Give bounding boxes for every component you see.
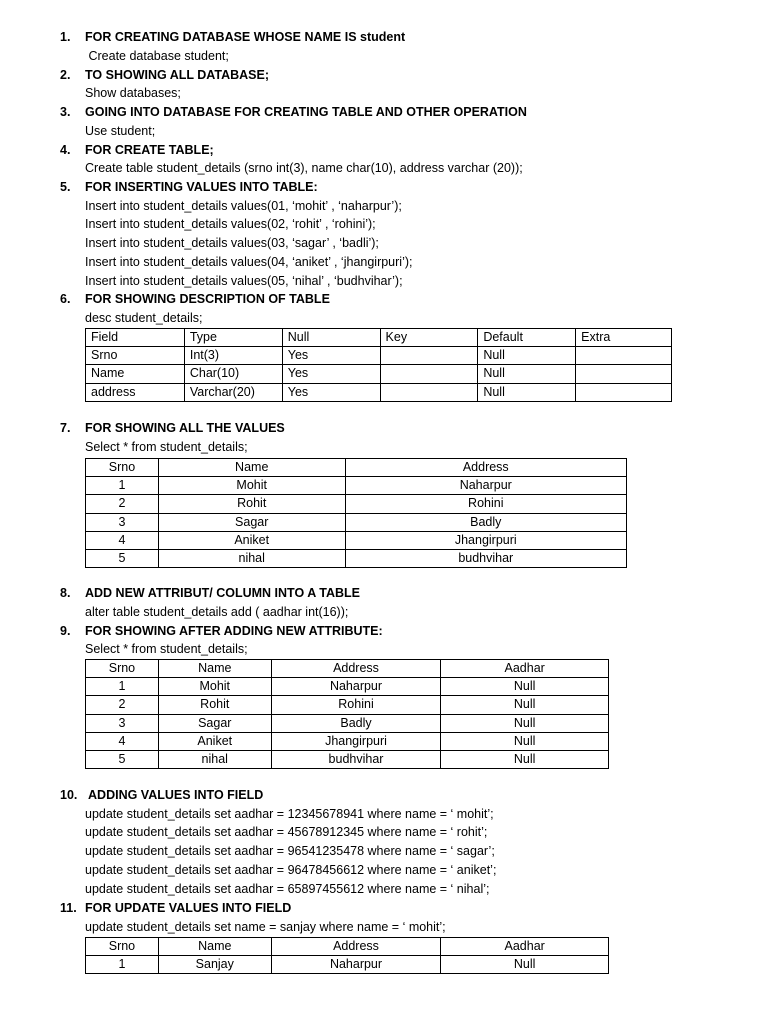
code-line: desc student_details; — [85, 310, 203, 325]
code-line: update student_details set aadhar = 96478456612 where name = ‘ aniket’; — [85, 862, 497, 877]
table-cell — [380, 383, 478, 401]
section-number: 10. — [60, 788, 78, 802]
table-cell: Null — [441, 714, 609, 732]
table-cell: Char(10) — [184, 365, 282, 383]
table-header-cell: Address — [271, 660, 441, 678]
table-cell: Rohit — [158, 696, 271, 714]
code-line: Show databases; — [85, 86, 181, 101]
section-number: 4. — [60, 142, 71, 157]
table-cell: 1 — [86, 477, 159, 495]
table-header-cell: Null — [282, 329, 380, 347]
table-cell: Null — [441, 732, 609, 750]
section-number: 9. — [60, 623, 71, 638]
table-cell: Null — [478, 365, 576, 383]
section-heading: FOR CREATING DATABASE WHOSE NAME IS student — [85, 30, 406, 44]
table-header-cell: Aadhar — [441, 938, 609, 956]
table-cell: 1 — [86, 678, 159, 696]
table-cell: Sanjay — [158, 956, 271, 974]
table-cell: 2 — [86, 495, 159, 513]
table-row — [86, 956, 609, 974]
table-cell: 3 — [86, 714, 159, 732]
table-cell: 5 — [86, 550, 159, 568]
table-cell: Sagar — [158, 714, 271, 732]
code-line: Select * from student_details; — [85, 439, 248, 454]
code-line: update student_details set name = sanjay where name = ‘ mohit’; — [85, 919, 446, 934]
desc-table — [85, 328, 672, 402]
table-cell: Yes — [282, 365, 380, 383]
table-cell: 4 — [86, 732, 159, 750]
table-row — [86, 513, 627, 531]
table-cell: 5 — [86, 751, 159, 769]
table-cell: Naharpur — [271, 678, 441, 696]
table-cell: Mohit — [158, 678, 271, 696]
table-cell: Mohit — [158, 477, 345, 495]
table-row — [86, 495, 627, 513]
table-cell: nihal — [158, 550, 345, 568]
table-cell: Badly — [345, 513, 626, 531]
section-heading: FOR CREATE TABLE; — [85, 142, 214, 157]
code-line: Insert into student_details values(04, ‘aniket’ , ‘jhangirpuri’); — [85, 254, 413, 269]
table-cell: Rohit — [158, 495, 345, 513]
section-heading: ADD NEW ATTRIBUT/ COLUMN INTO A TABLE — [85, 586, 360, 600]
section-heading: TO SHOWING ALL DATABASE; — [85, 67, 270, 82]
table-cell: Jhangirpuri — [271, 732, 441, 750]
updated-table — [85, 937, 609, 974]
table-header-cell: Srno — [86, 938, 159, 956]
table-cell — [576, 365, 672, 383]
table-row — [86, 696, 609, 714]
table-header-row — [86, 329, 672, 347]
table-row — [86, 714, 609, 732]
section-number: 3. — [60, 105, 71, 119]
section-heading: FOR SHOWING DESCRIPTION OF TABLE — [85, 292, 330, 306]
section-heading: FOR SHOWING AFTER ADDING NEW ATTRIBUTE: — [85, 623, 383, 638]
section-number: 5. — [60, 180, 71, 194]
table-header-cell: Key — [380, 329, 478, 347]
table-row — [86, 477, 627, 495]
section-number: 7. — [60, 421, 71, 435]
table-header-cell: Aadhar — [441, 660, 609, 678]
table-cell: Yes — [282, 347, 380, 365]
table-cell: Rohini — [271, 696, 441, 714]
table-row — [86, 550, 627, 568]
table-row — [86, 732, 609, 750]
table-cell: Aniket — [158, 732, 271, 750]
table-cell: Null — [441, 696, 609, 714]
table-cell: Null — [478, 383, 576, 401]
code-line: update student_details set aadhar = 12345678941 where name = ‘ mohit’; — [85, 806, 494, 821]
table-row — [86, 347, 672, 365]
code-line: Insert into student_details values(01, ‘mohit’ , ‘naharpur’); — [85, 198, 402, 213]
code-line: Insert into student_details values(05, ‘nihal’ , ‘budhvihar’); — [85, 273, 403, 288]
table-cell: Aniket — [158, 531, 345, 549]
code-line: Select * from student_details; — [85, 642, 248, 657]
table-cell: Int(3) — [184, 347, 282, 365]
section-heading: FOR INSERTING VALUES INTO TABLE: — [85, 180, 318, 194]
table-cell: 1 — [86, 956, 159, 974]
section-heading: GOING INTO DATABASE FOR CREATING TABLE AND OTHER OPERATION — [85, 105, 527, 119]
table-header-cell: Extra — [576, 329, 672, 347]
table-header-cell: Srno — [86, 660, 159, 678]
table-cell: nihal — [158, 751, 271, 769]
table-cell: Sagar — [158, 513, 345, 531]
section-number: 11. — [60, 901, 77, 915]
table-row — [86, 678, 609, 696]
table-cell — [576, 383, 672, 401]
table-cell: Naharpur — [345, 477, 626, 495]
table-header-cell: Name — [158, 660, 271, 678]
section-heading: FOR SHOWING ALL THE VALUES — [85, 421, 285, 435]
table-header-row — [86, 459, 627, 477]
table-cell: Srno — [86, 347, 185, 365]
table-row — [86, 365, 672, 383]
aadhar-table — [85, 659, 609, 769]
table-header-cell: Address — [345, 459, 626, 477]
code-line: Insert into student_details values(02, ‘rohit’ , ‘rohini’); — [85, 217, 376, 232]
table-cell: 2 — [86, 696, 159, 714]
code-line: Use student; — [85, 123, 156, 138]
values-table — [85, 458, 627, 568]
table-cell: Null — [441, 678, 609, 696]
table-cell: Null — [441, 751, 609, 769]
table-cell — [380, 347, 478, 365]
table-cell: Rohini — [345, 495, 626, 513]
table-row — [86, 751, 609, 769]
table-header-cell: Field — [86, 329, 185, 347]
code-line: update student_details set aadhar = 96541235478 where name = ‘ sagar’; — [85, 844, 495, 859]
section-heading: FOR UPDATE VALUES INTO FIELD — [85, 901, 292, 915]
table-cell: 4 — [86, 531, 159, 549]
table-cell: Yes — [282, 383, 380, 401]
table-header-cell: Name — [158, 459, 345, 477]
table-row — [86, 531, 627, 549]
table-cell — [380, 365, 478, 383]
section-heading: ADDING VALUES INTO FIELD — [85, 788, 264, 802]
table-cell — [576, 347, 672, 365]
table-cell: 3 — [86, 513, 159, 531]
table-header-cell: Srno — [86, 459, 159, 477]
section-number: 6. — [60, 292, 71, 306]
table-header-cell: Default — [478, 329, 576, 347]
table-cell: Jhangirpuri — [345, 531, 626, 549]
table-cell: Naharpur — [271, 956, 441, 974]
table-cell: budhvihar — [345, 550, 626, 568]
table-header-row — [86, 660, 609, 678]
table-cell: budhvihar — [271, 751, 441, 769]
code-line: alter table student_details add ( aadhar int(16)); — [85, 604, 349, 619]
table-cell: Null — [441, 956, 609, 974]
code-line: Create table student_details (srno int(3), name char(10), address varchar (20)); — [85, 161, 523, 176]
table-cell: Varchar(20) — [184, 383, 282, 401]
table-header-row — [86, 938, 609, 956]
table-cell: Name — [86, 365, 185, 383]
table-cell: address — [86, 383, 185, 401]
table-cell: Null — [478, 347, 576, 365]
code-line: Create database student; — [85, 48, 229, 63]
table-row — [86, 383, 672, 401]
table-header-cell: Address — [271, 938, 441, 956]
code-line: Insert into student_details values(03, ‘sagar’ , ‘badli’); — [85, 236, 379, 251]
section-number: 1. — [60, 30, 71, 44]
table-header-cell: Type — [184, 329, 282, 347]
section-number: 8. — [60, 586, 71, 600]
section-number: 2. — [60, 67, 71, 82]
code-line: update student_details set aadhar = 65897455612 where name = ‘ nihal’; — [85, 881, 490, 896]
table-cell: Badly — [271, 714, 441, 732]
table-header-cell: Name — [158, 938, 271, 956]
code-line: update student_details set aadhar = 45678912345 where name = ‘ rohit’; — [85, 825, 488, 840]
